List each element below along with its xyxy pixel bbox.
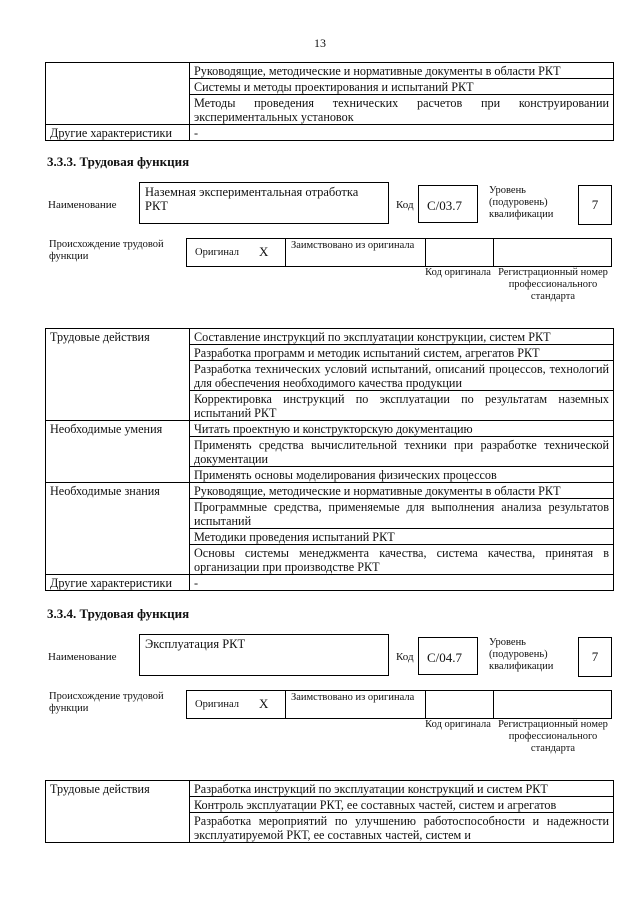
borrowed-label: Заимствовано из оригинала [291, 240, 415, 251]
func1-name-value: Наземная экспериментальная отработка РКТ [139, 182, 389, 224]
row-label: Другие характеристики [46, 125, 190, 141]
row-label: Необходимые умения [46, 421, 190, 483]
row-text: Читать проектную и конструкторскую документацию [190, 421, 614, 437]
func1-level-label: Уровень (подуровень) квалификации [489, 185, 554, 220]
table-row [46, 125, 614, 141]
row-text: Корректировка инструкций по эксплуатации по результатам наземных испытаний РКТ [190, 391, 614, 421]
original-label: Оригинал [195, 247, 239, 258]
func1-code-label: Код [396, 199, 414, 211]
table-row [46, 483, 614, 499]
original-mark: X [259, 244, 269, 259]
row-label [46, 63, 190, 125]
table-row [46, 781, 614, 797]
row-text: Применять средства вычислительной техники при разработке технической документации [190, 437, 614, 467]
func1-level-value: 7 [578, 185, 612, 225]
borrowed-label: Заимствовано из оригинала [291, 692, 415, 703]
table-row [46, 575, 614, 591]
row-text: Системы и методы проектирования и испытаний РКТ [190, 79, 614, 95]
row-text: Руководящие, методические и нормативные документы в области РКТ [190, 483, 614, 499]
page-number: 13 [314, 36, 326, 50]
row-text: Применять основы моделирования физических процессов [190, 467, 614, 483]
func1-code-value: C/03.7 [418, 185, 478, 223]
table-row [46, 63, 614, 79]
row-text: Руководящие, методические и нормативные документы в области РКТ [190, 63, 614, 79]
row-text: Методы проведения технических расчетов при конструировании экспериментальных установок [190, 95, 614, 125]
row-label: Трудовые действия [46, 329, 190, 421]
row-text: Контроль эксплуатации РКТ, ее составных частей, систем и агрегатов [190, 797, 614, 813]
func1-reg-label: Регистрационный номер профессионального стандарта [498, 267, 608, 302]
func1-origin-box [186, 238, 612, 267]
row-text: - [190, 125, 614, 141]
func2-level-value: 7 [578, 637, 612, 677]
func1-heading: 3.3.3. Трудовая функция [47, 154, 190, 169]
func2-heading: 3.3.4. Трудовая функция [47, 606, 190, 621]
row-label: Трудовые действия [46, 781, 190, 843]
func1-code-orig-label: Код оригинала [425, 267, 491, 278]
original-mark: X [259, 696, 269, 711]
row-label: Необходимые знания [46, 483, 190, 575]
func2-reg-label: Регистрационный номер профессионального стандарта [498, 719, 608, 754]
func1-name-label: Наименование [48, 199, 117, 211]
func2-code-orig-label: Код оригинала [425, 719, 491, 730]
row-label: Другие характеристики [46, 575, 190, 591]
func2-code-value: C/04.7 [418, 637, 478, 675]
func2-level-label: Уровень (подуровень) квалификации [489, 637, 554, 672]
func1-origin-label: Происхождение трудовой функции [49, 239, 164, 262]
table-row [46, 421, 614, 437]
row-text: Разработка инструкций по эксплуатации конструкций и систем РКТ [190, 781, 614, 797]
row-text: Разработка программ и методик испытаний систем, агрегатов РКТ [190, 345, 614, 361]
row-text: - [190, 575, 614, 591]
func2-origin-label: Происхождение трудовой функции [49, 691, 164, 714]
top-knowledge-table [45, 62, 614, 141]
func2-name-label: Наименование [48, 651, 117, 663]
func2-table [45, 780, 614, 843]
row-text: Разработка мероприятий по улучшению работоспособности и надежности эксплуатируемой РКТ, ее составных частей, систем и [190, 813, 614, 843]
row-text: Разработка технических условий испытаний, описаний процессов, технологий для обеспечения необходимого качества продукции [190, 361, 614, 391]
func1-table [45, 328, 614, 591]
func2-origin-box [186, 690, 612, 719]
func2-name-value: Эксплуатация РКТ [139, 634, 389, 676]
table-row [46, 329, 614, 345]
original-label: Оригинал [195, 699, 239, 710]
row-text: Основы системы менеджмента качества, система качества, принятая в организации при производстве РКТ [190, 545, 614, 575]
row-text: Методики проведения испытаний РКТ [190, 529, 614, 545]
row-text: Составление инструкций по эксплуатации конструкции, систем РКТ [190, 329, 614, 345]
func2-code-label: Код [396, 651, 414, 663]
row-text: Программные средства, применяемые для выполнения анализа результатов испытаний [190, 499, 614, 529]
